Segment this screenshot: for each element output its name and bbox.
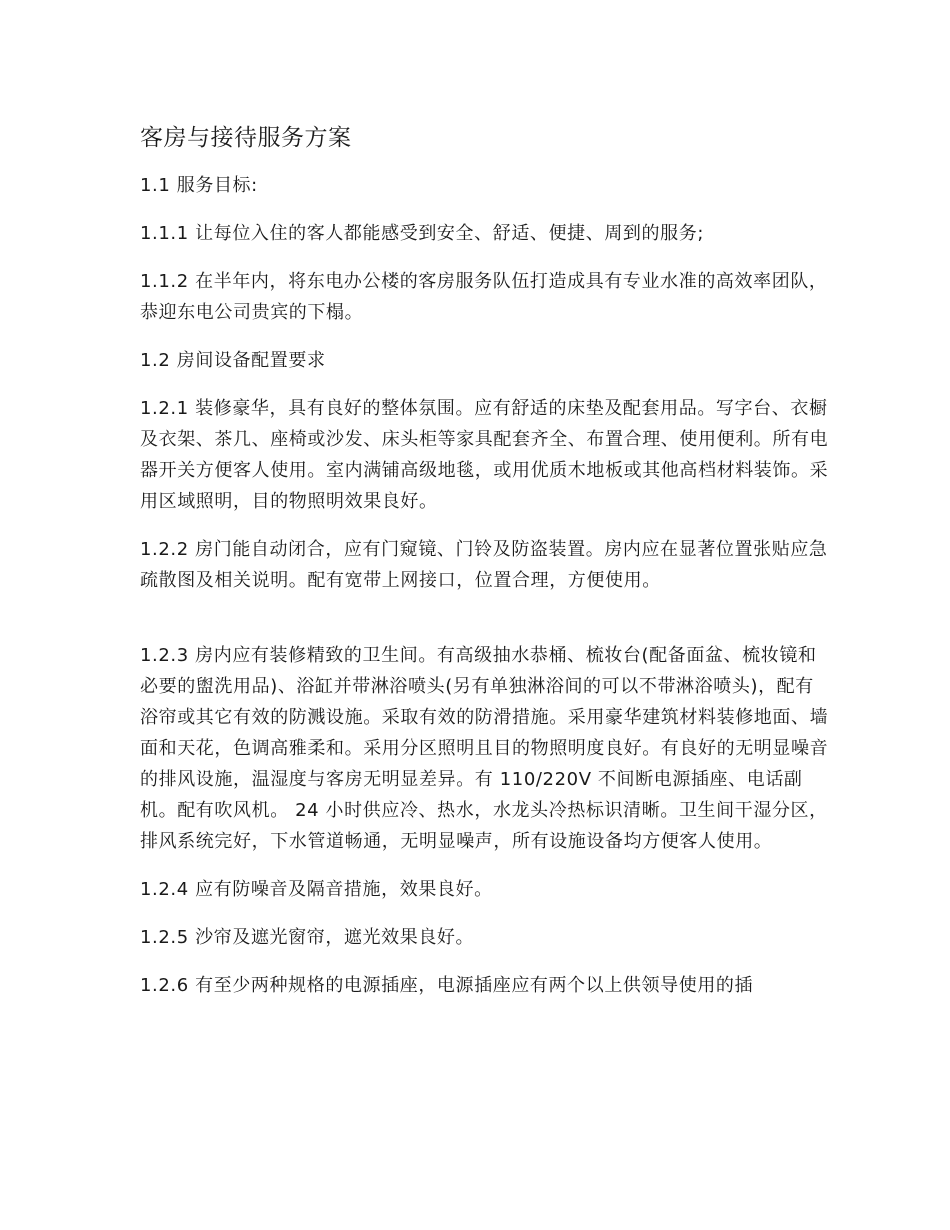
- paragraph-1-1-2: 1.1.2 在半年内，将东电办公楼的客房服务队伍打造成具有专业水准的高效率团队，恭迎东电公司贵宾的下榻。: [140, 271, 828, 323]
- paragraph-1-2-3: 1.2.3 房内应有装修精致的卫生间。有高级抽水恭桶、梳妆台(配备面盆、梳妆镜和必要的盥洗用品)、浴缸并带淋浴喷头(另有单独淋浴间的可以不带淋浴喷头)，配有浴帘或其它有效的防溅设施。采取有效的防滑措施。采用豪华建筑材料装修地面、墙面和天花，色调高雅柔和。采用分区照明且目的物照明度良好。有良好的无明显噪音的排风设施，温湿度与客房无明显差异。有 110/220V 不间断电源插座、电话副机。配有吹风机。 24 小时供应冷、热水，水龙头冷热标识清晰。卫生间干湿分区，排风系统完好，下水管道畅通，无明显噪声，所有设施设备均方便客人使用。: [140, 645, 829, 852]
- document-body: [140, 120, 830, 1018]
- paragraph-1-2-4: 1.2.4 应有防噪音及隔音措施，效果良好。: [140, 879, 493, 900]
- paragraph-1-2-2: 1.2.2 房门能自动闭合，应有门窥镜、门铃及防盗装置。房内应在显著位置张贴应急疏散图及相关说明。配有宽带上网接口，位置合理，方便使用。: [140, 539, 828, 591]
- document-title: 客房与接待服务方案: [140, 125, 352, 151]
- paragraph-spacer: [140, 613, 830, 640]
- section-heading-service-goals: 1.1 服务目标:: [140, 175, 258, 196]
- paragraph-1-2-1: 1.2.1 装修豪华，具有良好的整体氛围。应有舒适的床垫及配套用品。写字台、衣橱及衣架、茶几、座椅或沙发、床头柜等家具配套齐全、布置合理、使用便利。所有电器开关方便客人使用。室内满铺高级地毯，或用优质木地板或其他高档材料装饰。采用区域照明，目的物照明效果良好。: [140, 398, 829, 512]
- paragraph-1-2-6: 1.2.6 有至少两种规格的电源插座，电源插座应有两个以上供领导使用的插: [140, 975, 754, 996]
- paragraph-1-1-1: 1.1.1 让每位入住的客人都能感受到安全、舒适、便捷、周到的服务;: [140, 223, 704, 244]
- paragraph-1-2-5: 1.2.5 沙帘及遮光窗帘，遮光效果良好。: [140, 927, 475, 948]
- section-heading-room-equipment: 1.2 房间设备配置要求: [140, 350, 326, 371]
